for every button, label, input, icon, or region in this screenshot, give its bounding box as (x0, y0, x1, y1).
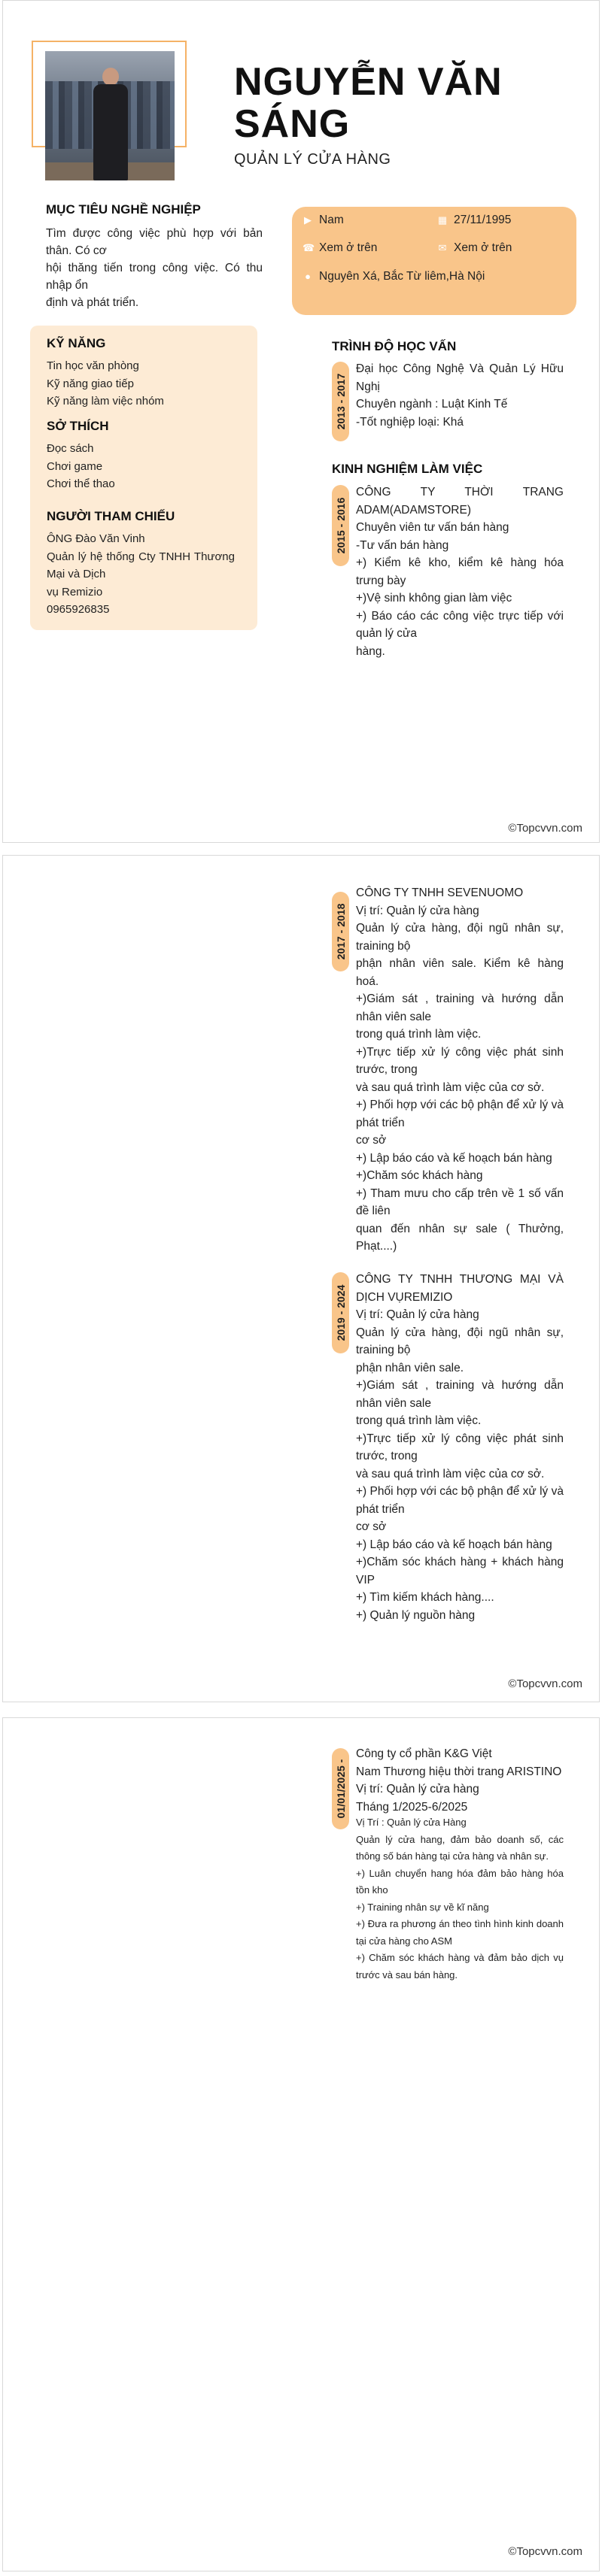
contact-birthday (437, 214, 511, 227)
reference-line: 0965926835 (47, 603, 110, 616)
hobby-item: Chơi game (47, 459, 103, 473)
objective-line: định và phát triển. (46, 296, 139, 309)
experience-detail-line: +) Đưa ra phương án theo tình hình kinh doanh tại cửa hàng cho ASM (356, 1918, 564, 1947)
experience-line: Vị trí: Quản lý cửa hàng (356, 904, 479, 917)
contact-phone (303, 241, 377, 255)
email-value: Xem ở trên (454, 241, 512, 254)
objective-text (46, 225, 263, 311)
watermark: ©Topcvvn.com (508, 822, 582, 835)
experience-line: +)Trực tiếp xử lý công việc phát sinh trước, trong (356, 1045, 564, 1076)
hobby-item: Đọc sách (47, 442, 94, 455)
mail-icon: ✉ (438, 242, 447, 253)
experience-line: +) Lập báo cáo và kế hoạch bán hàng (356, 1151, 552, 1165)
education-entry (356, 360, 564, 431)
location-pin-icon: ● (305, 271, 311, 282)
experience-detail-line: +) Luân chuyển hang hóa đảm bảo hàng hóa tồn kho (356, 1867, 564, 1896)
reference-title: NGƯỜI THAM CHIẾU (47, 509, 175, 523)
gender-value: Nam (319, 214, 344, 226)
education-title: TRÌNH ĐỘ HỌC VẤN (332, 339, 457, 353)
watermark: ©Topcvvn.com (508, 1677, 582, 1690)
cv-page-1 (2, 0, 600, 843)
education-period-badge (332, 362, 349, 441)
watermark: ©Topcvvn.com (508, 2545, 582, 2558)
experience-line: cơ sở (356, 1134, 387, 1147)
experience-line: Quản lý cửa hàng, đội ngũ nhân sự, training bộ (356, 922, 564, 953)
experience-line: và sau quá trình làm việc của cơ sở. (356, 1080, 545, 1094)
experience-title: KINH NGHIỆM LÀM VIỆC (332, 462, 483, 476)
address-value: Nguyên Xá, Bắc Từ liêm,Hà Nội (319, 270, 485, 283)
experience-line: cơ sở (356, 1520, 387, 1533)
person-icon: ▶ (304, 214, 312, 226)
reference-line: vụ Remizio (47, 585, 103, 599)
experience-line: +)Trực tiếp xử lý công việc phát sinh trước, trong (356, 1432, 564, 1462)
hobbies-list (47, 440, 115, 493)
birthday-value: 27/11/1995 (454, 214, 512, 226)
experience-line: +) Tìm kiếm khách hàng.... (356, 1591, 494, 1604)
education-period: 2013 - 2017 (334, 373, 347, 430)
job-title: QUẢN LÝ CỬA HÀNG (234, 151, 391, 168)
experience-period: 2019 - 2024 (334, 1284, 347, 1341)
reference-line: ÔNG Đào Văn Vinh (47, 532, 145, 545)
experience-line: Chuyên viên tư vấn bán hàng (356, 521, 509, 534)
objective-line: Tìm được công việc phù hợp với bản thân. Có cơ (46, 227, 263, 257)
skill-item: Kỹ năng làm việc nhóm (47, 395, 164, 408)
experience-line: +) Kiểm kê kho, kiểm kê hàng hóa trưng bày (356, 556, 564, 587)
experience-period: 01/01/2025 - (334, 1759, 347, 1819)
education-line: -Tốt nghiệp loại: Khá (356, 415, 464, 429)
profile-photo (45, 51, 175, 180)
hobby-item: Chơi thể thao (47, 477, 115, 490)
experience-line: +) Tham mưu cho cấp trên về 1 số vấn đề liên (356, 1186, 564, 1217)
experience-line: CÔNG TY TNHH THƯƠNG MẠI VÀ DỊCH VỤREMIZIO (356, 1273, 564, 1304)
experience-line: -Tư vấn bán hàng (356, 538, 449, 552)
reference-text (47, 530, 235, 619)
experience-line: Vị trí: Quản lý cửa hàng (356, 1783, 479, 1796)
cv-page-3 (2, 1717, 600, 2571)
experience-line: +) Quản lý nguồn hàng (356, 1608, 476, 1622)
experience-detail-line: +) Training nhân sự về kĩ năng (356, 1901, 489, 1913)
phone-icon: ☎ (303, 242, 315, 253)
experience-period: 2017 - 2018 (334, 903, 347, 960)
experience-line: trong quá trình làm việc. (356, 1028, 482, 1041)
experience-line: trong quá trình làm việc. (356, 1414, 482, 1427)
experience-line: +) Phối hợp với các bộ phận để xử lý và phát triển (356, 1485, 564, 1516)
experience-period-badge (332, 892, 349, 971)
objective-title: MỤC TIÊU NGHỀ NGHIỆP (46, 202, 201, 217)
education-line: Chuyên ngành : Luật Kinh Tế (356, 398, 508, 411)
skills-list (47, 357, 164, 411)
contact-box (292, 207, 576, 315)
skill-item: Tin học văn phòng (47, 359, 139, 372)
experience-detail-line: +) Chăm sóc khách hàng và đảm bảo dịch vụ trước và sau bán hàng. (356, 1952, 564, 1980)
experience-detail-line: Vị Trí : Quản lý cửa Hàng (356, 1817, 467, 1828)
skill-item: Kỹ năng giao tiếp (47, 377, 134, 390)
experience-period-badge (332, 485, 349, 566)
experience-line: Tháng 1/2025-6/2025 (356, 1800, 468, 1814)
experience-period: 2015 - 2016 (334, 497, 347, 554)
contact-gender (303, 214, 344, 227)
experience-line: +)Vệ sinh không gian làm việc (356, 592, 512, 605)
experience-line: +) Lập báo cáo và kế hoạch bán hàng (356, 1538, 552, 1551)
experience-line: +) Phối hợp với các bộ phận để xử lý và phát triển (356, 1099, 564, 1129)
experience-line: phận nhân viên sale. Kiểm kê hàng hoá. (356, 957, 564, 988)
experience-line: CÔNG TY THỜI TRANG ADAM(ADAMSTORE) (356, 486, 564, 517)
experience-line: +) Báo cáo các công việc trực tiếp với quản lý cửa (356, 609, 564, 640)
experience-line: CÔNG TY TNHH SEVENUOMO (356, 886, 524, 899)
experience-entry (356, 1745, 564, 1816)
phone-value: Xem ở trên (319, 241, 378, 254)
experience-line: Vị trí: Quản lý cửa hàng (356, 1308, 479, 1321)
experience-line: phận nhân viên sale. (356, 1361, 464, 1374)
experience-line: quan đến nhân sự sale ( Thưởng, Phạt....) (356, 1222, 564, 1253)
experience-line: +)Giám sát , training và hướng dẫn nhân viên sale (356, 1379, 564, 1410)
experience-detail-line: Quản lý cửa hang, đảm bảo doanh số, các thông số bán hàng tại cửa hàng và nhân sự. (356, 1833, 564, 1862)
experience-period-badge (332, 1748, 349, 1829)
candidate-name: NGUYỄN VĂN SÁNG (234, 60, 503, 146)
cv-page-2 (2, 855, 600, 1702)
experience-detail (356, 1814, 564, 1984)
experience-line: hàng. (356, 644, 385, 658)
experience-line: Quản lý cửa hàng, đội ngũ nhân sự, training bộ (356, 1326, 564, 1356)
hobbies-title: SỞ THÍCH (47, 419, 109, 433)
calendar-icon: ▦ (437, 214, 448, 226)
skills-title: KỸ NĂNG (47, 336, 106, 350)
experience-line: Công ty cổ phần K&G Việt (356, 1747, 492, 1760)
experience-entry (356, 1271, 564, 1624)
experience-entry (356, 884, 564, 1256)
experience-line: +)Chăm sóc khách hàng (356, 1169, 483, 1182)
experience-entry (356, 483, 564, 660)
contact-email (437, 241, 512, 255)
experience-line: +)Giám sát , training và hướng dẫn nhân viên sale (356, 993, 564, 1023)
sidebar-box (30, 326, 257, 630)
education-line: Đại học Công Nghệ Và Quản Lý Hữu Nghị (356, 362, 564, 393)
experience-line: Nam Thương hiệu thời trang ARISTINO (356, 1765, 562, 1778)
experience-line: +)Chăm sóc khách hàng + khách hàng VIP (356, 1556, 564, 1587)
objective-line: hội thăng tiến trong công việc. Có thu nhập ổn (46, 262, 263, 292)
contact-address (303, 270, 485, 283)
reference-line: Quản lý hệ thống Cty TNHH Thương Mại và Dịch (47, 550, 235, 580)
experience-line: và sau quá trình làm việc của cơ sở. (356, 1467, 545, 1480)
experience-period-badge (332, 1272, 349, 1353)
